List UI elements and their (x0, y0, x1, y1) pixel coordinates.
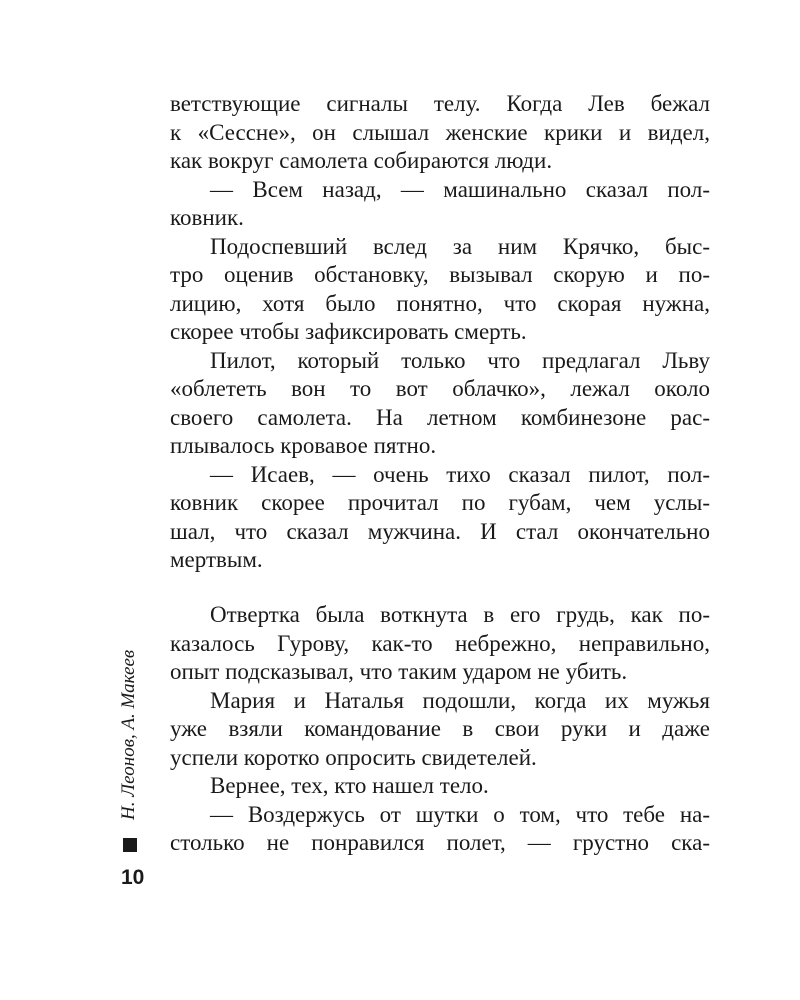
text-line: лицию, хотя было понятно, что скорая нужна, (170, 290, 710, 316)
text-line: — Воздержусь от шутки о том, что тебе на- (210, 801, 710, 827)
text-line: уже взяли командование в свои руки и даже (170, 716, 710, 741)
text-line: ветствующие сигналы телу. Когда Лев бежал (170, 91, 710, 116)
text-line: как вокруг самолета собираются люди. (170, 148, 553, 173)
text-block-lower (170, 601, 710, 858)
text-line: Подоспевший вслед за ним Крячко, быс- (210, 233, 710, 259)
text-line: ковник скорее прочитал по губам, чем услы- (170, 490, 710, 515)
text-line: скорее чтобы зафиксировать смерть. (170, 319, 527, 344)
page-number: 10 (121, 866, 145, 889)
text-line: опыт подсказывал, что таким ударом не убить. (170, 659, 628, 684)
text-line: ковник. (170, 205, 244, 230)
text-line: успели коротко опросить свидетелей. (170, 744, 537, 770)
text-line: — Исаев, — очень тихо сказал пилот, пол- (210, 461, 710, 487)
text-line: столько не понравился полет, — грустно ска- (170, 830, 710, 855)
text-block-upper (170, 90, 710, 575)
text-line: Вернее, тех, кто нашел тело. (210, 773, 489, 798)
text-line: шал, что сказал мужчина. И стал окончательно (170, 518, 710, 544)
running-head-authors: Н. Леонов, А. Макеев (118, 649, 139, 820)
text-line: плывалось кровавое пятно. (170, 433, 437, 458)
text-line: Пилот, который только что предлагал Льву (210, 347, 710, 373)
text-line: мертвым. (170, 547, 263, 572)
text-line: Отвертка была воткнута в его грудь, как по- (210, 602, 710, 627)
text-line: — Всем назад, — машинально сказал пол- (210, 176, 710, 202)
text-line: к «Сессне», он слышал женские крики и видел, (170, 119, 710, 145)
square-marker-icon (123, 838, 137, 852)
text-line: Мария и Наталья подошли, когда их мужья (210, 687, 710, 713)
text-line: своего самолета. На летном комбинезоне рас- (170, 404, 710, 430)
text-line: «облететь вон то вот облачко», лежал около (170, 376, 710, 401)
text-line: казалось Гурову, как-то небрежно, неправильно, (170, 630, 710, 656)
text-line: тро оценив обстановку, вызывал скорую и по- (170, 262, 710, 287)
